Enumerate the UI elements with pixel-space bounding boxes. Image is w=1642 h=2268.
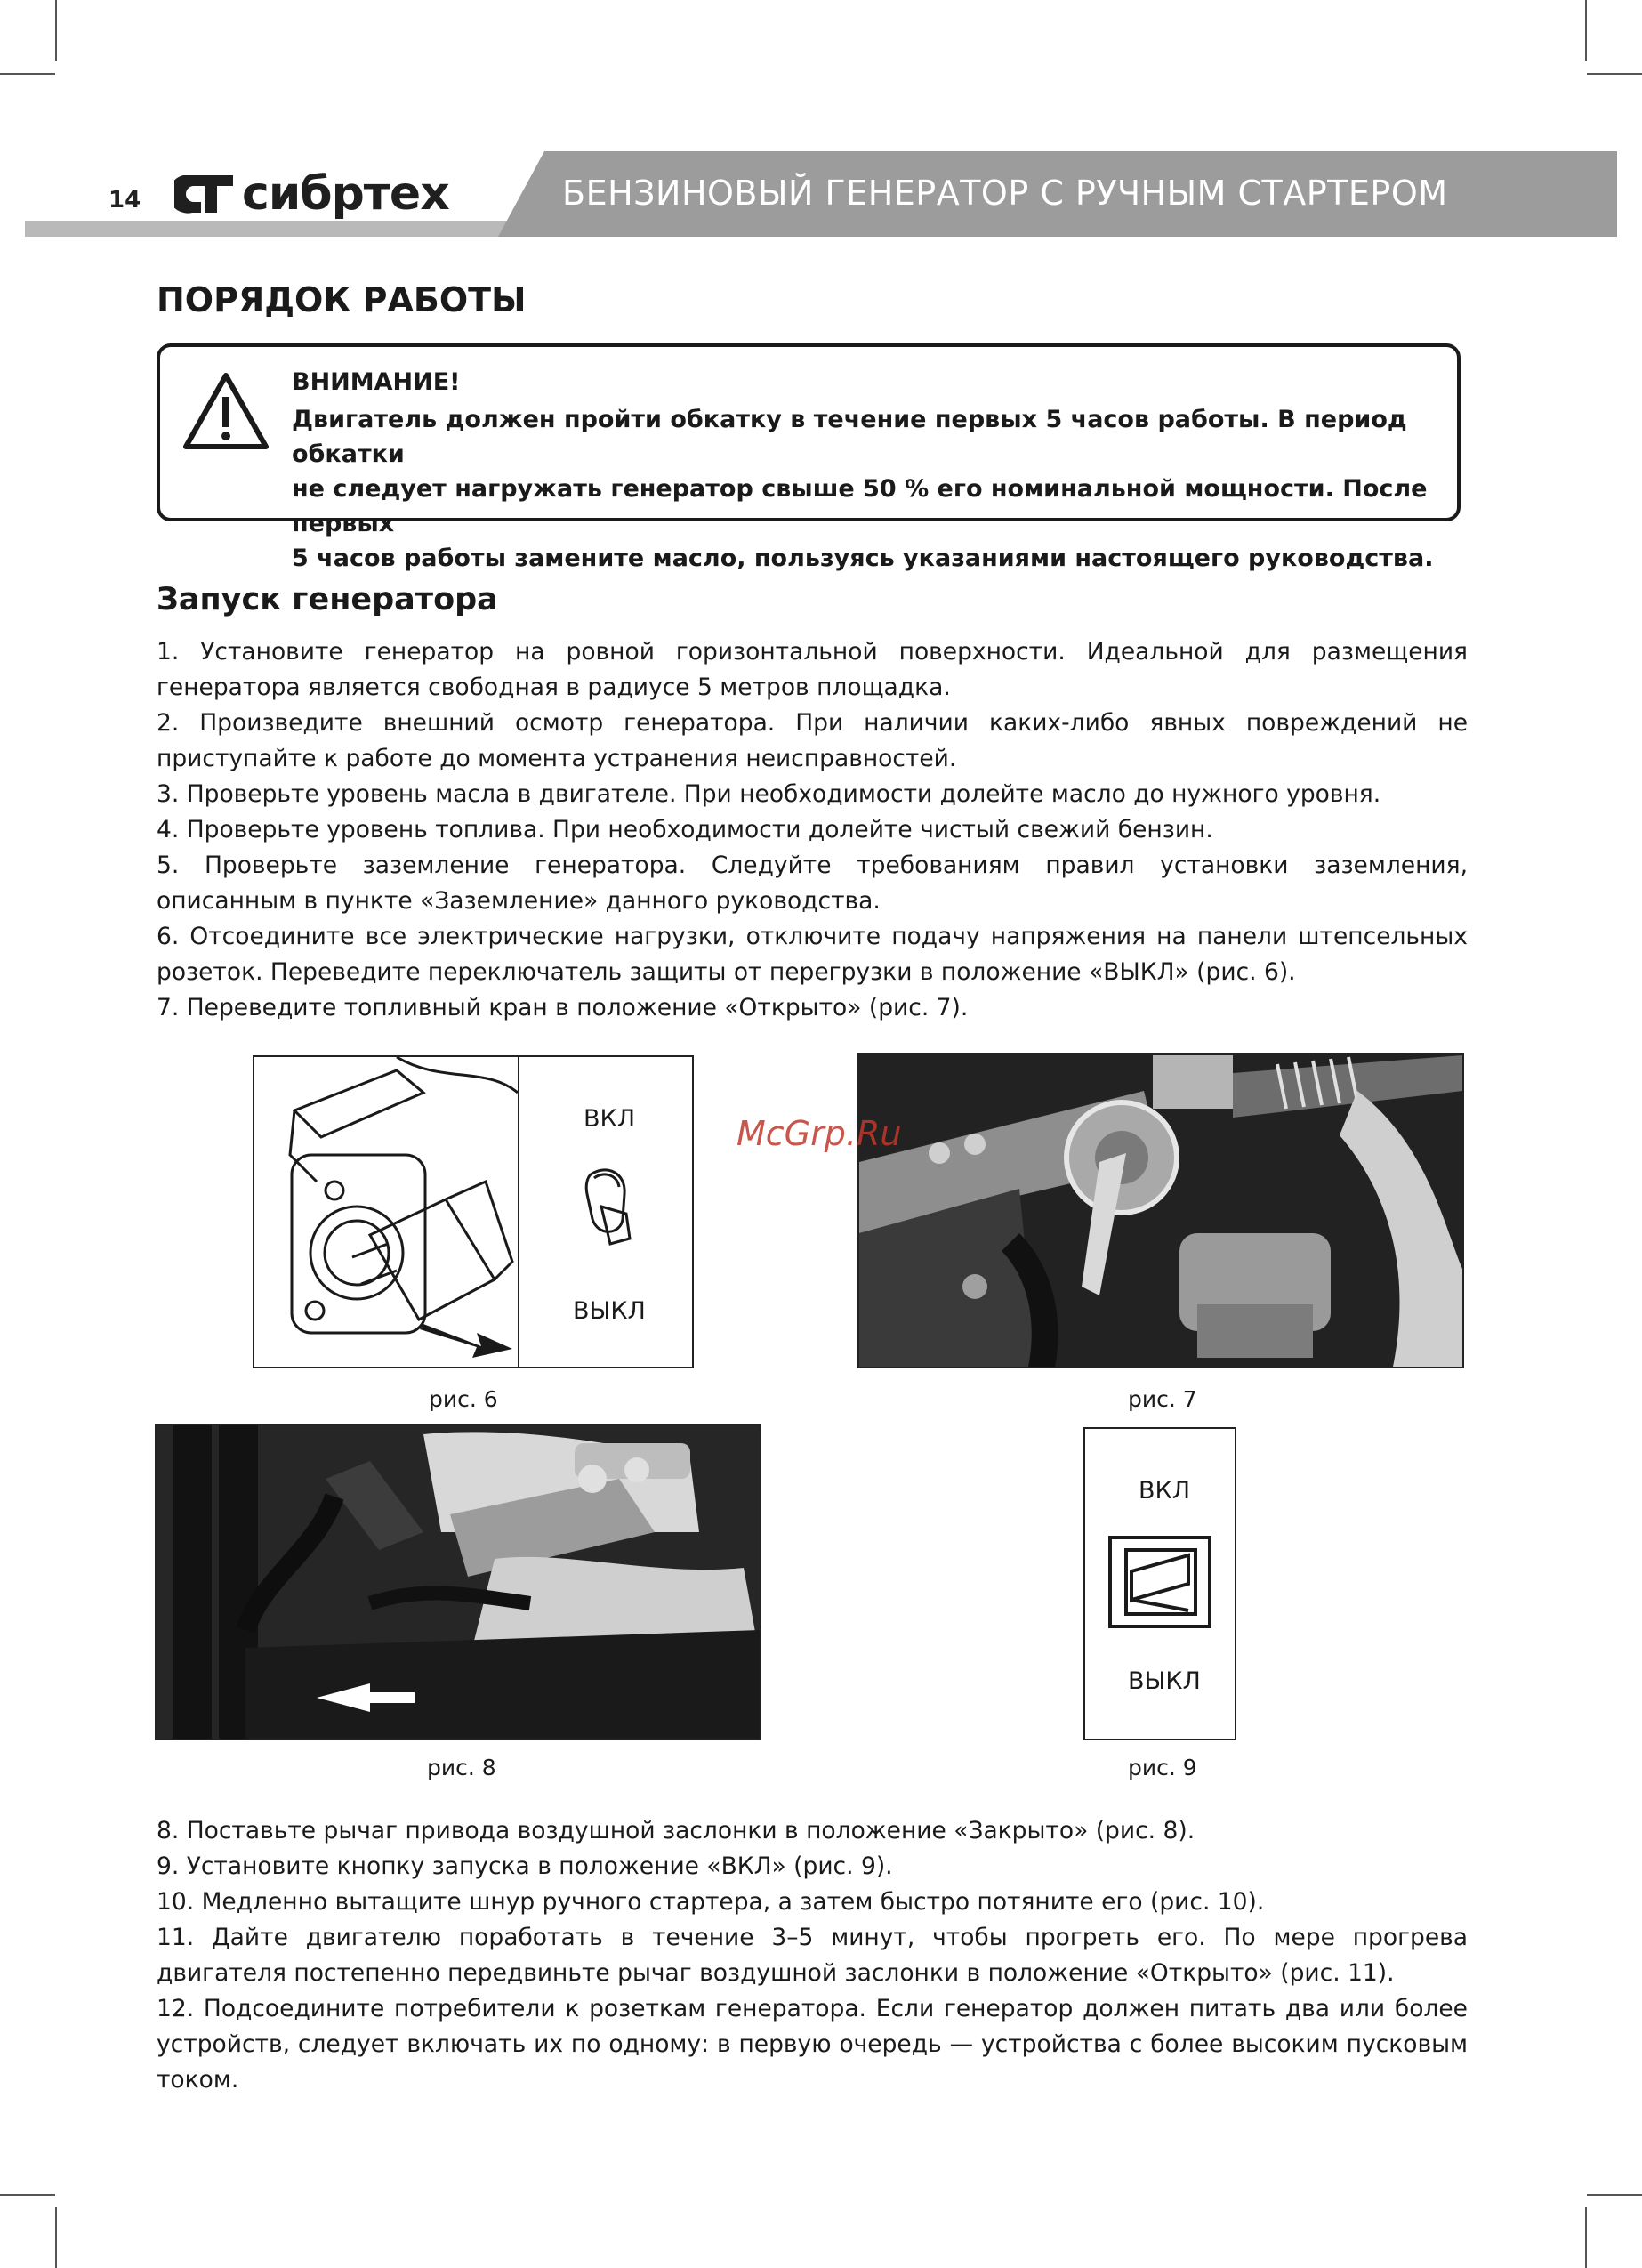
switch-off-label: ВЫКЛ (573, 1297, 646, 1325)
warning-title: ВНИМАНИЕ! (292, 368, 461, 396)
toggle-switch-icon (571, 1164, 642, 1253)
figure-7 (857, 1053, 1464, 1368)
subsection-title: Запуск генератора (157, 582, 498, 617)
crop-mark (1587, 73, 1642, 75)
figure-divider (518, 1057, 519, 1367)
step-item: 2. Произведите внешний осмотр генератора. При наличии каких-либо явных повреждений не приступайте к работе до момента устранения неисправностей. (157, 709, 1468, 772)
brand-name: сибртех (242, 167, 449, 221)
crop-mark (1585, 2207, 1587, 2268)
figure-8 (155, 1424, 761, 1740)
warning-line: Двигатель должен пройти обкатку в течение первых 5 часов работы. В период обкатки (292, 406, 1407, 468)
figure-9 (1083, 1427, 1236, 1740)
warning-line: 5 часов работы замените масло, пользуясь указаниями настоящего руководства. (292, 545, 1434, 572)
section-title: ПОРЯДОК РАБОТЫ (157, 280, 527, 319)
step-item: 3. Проверьте уровень масла в двигателе. При необходимости долейте масло до нужного уровня. (157, 780, 1381, 808)
step-item: 8. Поставьте рычаг привода воздушной заслонки в положение «Закрыто» (рис. 8). (157, 1817, 1195, 1844)
crop-mark (55, 0, 57, 61)
choke-lever-photo (157, 1425, 760, 1739)
page-number: 14 (109, 187, 141, 214)
rocker-switch-icon (1107, 1534, 1213, 1632)
step-item: 1. Установите генератор на ровной горизонтальной поверхности. Идеальной для размещения генератора является свободная в радиусе 5 метров площадка. (157, 638, 1468, 701)
step-item: 5. Проверьте заземление генератора. Следуйте требованиям правил установки заземления, описанным в пункте «Заземление» данного руководства. (157, 852, 1468, 915)
crop-mark (0, 73, 55, 75)
figure-9-caption: рис. 9 (1128, 1755, 1197, 1780)
warning-line: не следует нагружать генератор свыше 50 % его номинальной мощности. После первых (292, 475, 1428, 537)
crop-mark (55, 2207, 57, 2268)
warning-triangle-icon (181, 370, 270, 452)
switch-off-label: ВЫКЛ (1128, 1667, 1201, 1695)
warning-text (292, 402, 1439, 576)
socket-plug-illustration (254, 1057, 518, 1367)
crop-mark (1587, 2194, 1642, 2196)
crop-mark (1585, 0, 1587, 61)
switch-on-label: ВКЛ (1139, 1477, 1190, 1505)
brand-logo-icon (174, 172, 238, 216)
steps-list (157, 634, 1468, 1026)
steps-list-continued (157, 1813, 1468, 2098)
switch-on-label: ВКЛ (584, 1105, 635, 1133)
step-item: 6. Отсоедините все электрические нагрузки, отключите подачу напряжения на панели штепсельных розеток. Переведите переключатель защиты от перегрузки в положение «ВЫКЛ» (рис. 6). (157, 923, 1468, 986)
step-item: 12. Подсоедините потребители к розеткам генератора. Если генератор должен питать два или более устройств, следует включать их по одному: в первую очередь — устройства с более высоким пусковым током. (157, 1995, 1468, 2094)
step-item: 10. Медленно вытащите шнур ручного стартера, а затем быстро потяните его (рис. 10). (157, 1888, 1265, 1916)
step-item: 7. Переведите топливный кран в положение «Открыто» (рис. 7). (157, 994, 969, 1021)
crop-mark (0, 2194, 55, 2196)
step-item: 4. Проверьте уровень топлива. При необходимости долейте чистый свежий бензин. (157, 816, 1213, 843)
fuel-valve-photo (859, 1055, 1462, 1367)
header-title: БЕНЗИНОВЫЙ ГЕНЕРАТОР С РУЧНЫМ СТАРТЕРОМ (562, 174, 1448, 213)
step-item: 9. Установите кнопку запуска в положение «ВКЛ» (рис. 9). (157, 1852, 893, 1880)
step-item: 11. Дайте двигателю поработать в течение 3–5 минут, чтобы прогреть его. По мере прогрева двигателя постепенно передвиньте рычаг воздушной заслонки в положение «Открыто» (рис. 11). (157, 1924, 1468, 1987)
figure-6 (253, 1055, 694, 1368)
brand-logo (174, 167, 449, 221)
figure-8-caption: рис. 8 (427, 1755, 496, 1780)
figure-7-caption: рис. 7 (1128, 1386, 1197, 1412)
watermark: McGrp.Ru (736, 1114, 902, 1153)
figure-6-caption: рис. 6 (429, 1386, 498, 1412)
warning-box (157, 343, 1461, 572)
